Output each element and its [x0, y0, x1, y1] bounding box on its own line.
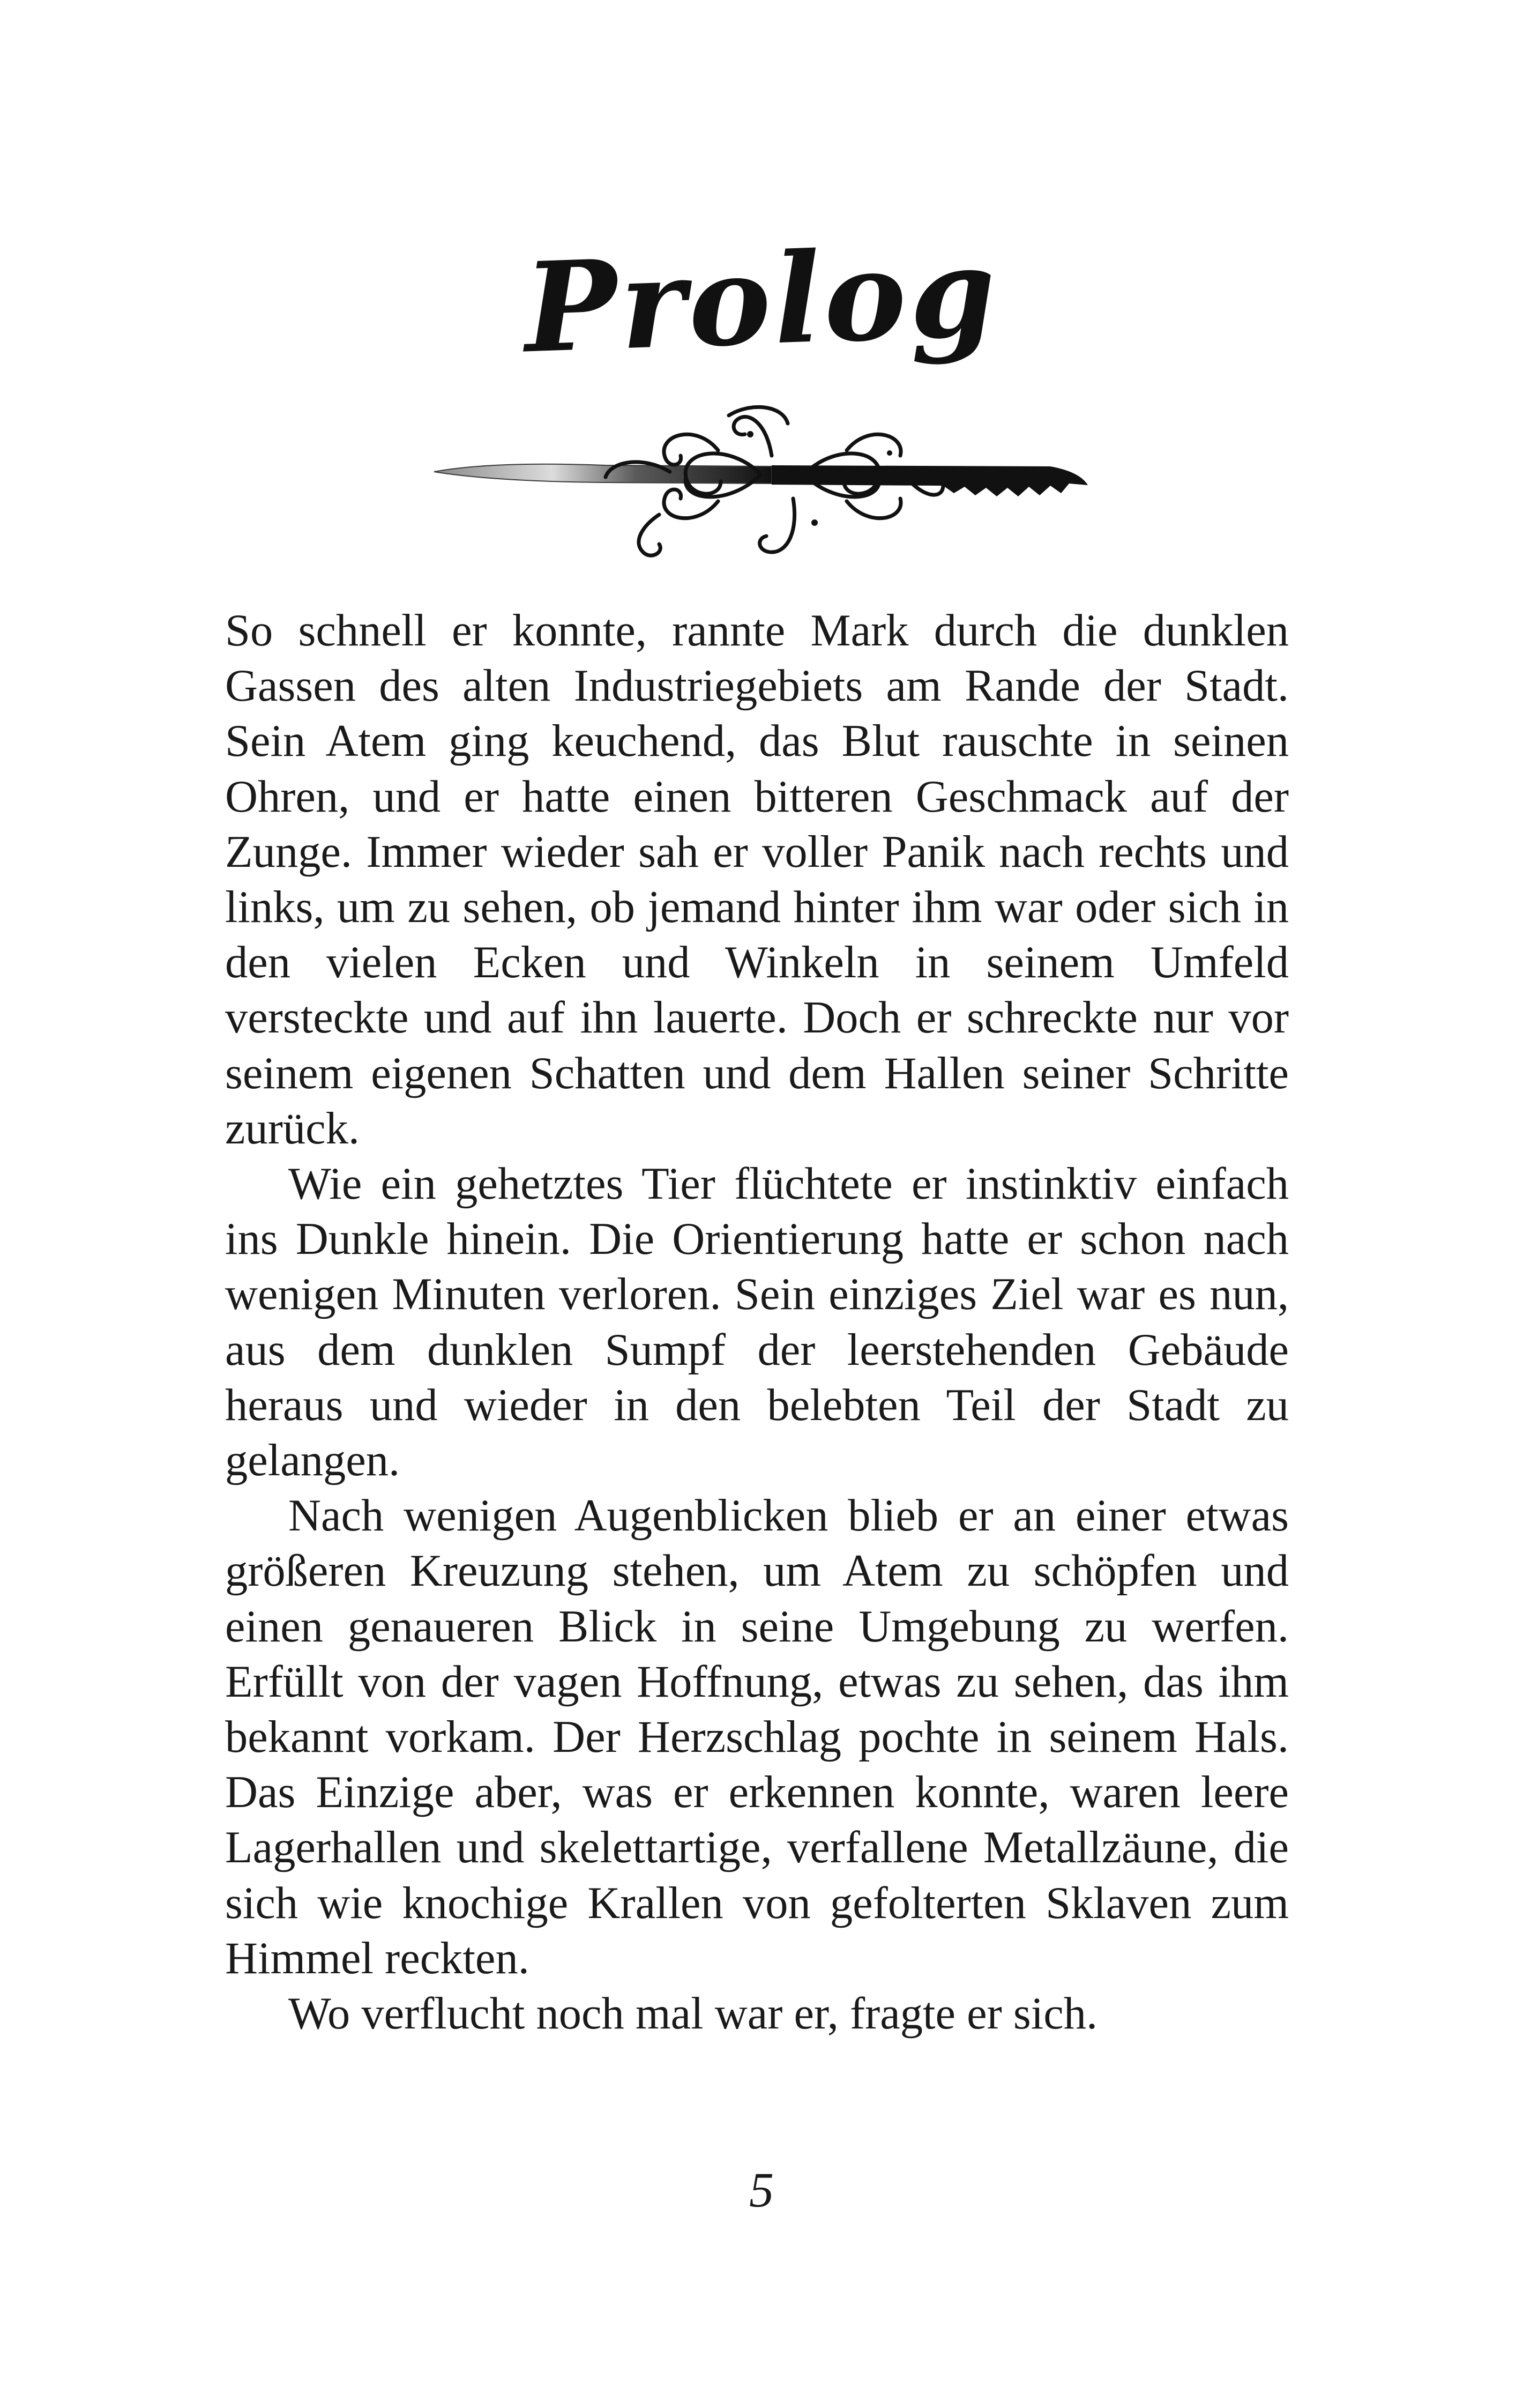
page-number: 5 — [749, 2162, 774, 2217]
prose-body — [225, 603, 1289, 2041]
paragraph: Wo verflucht noch mal war er, fragte er sich. — [288, 1989, 1098, 2039]
chapter-title: Prolog — [521, 219, 1002, 381]
dagger-ornament-icon — [429, 391, 1093, 568]
paragraph: So schnell er konnte, rannte Mark durch die dunklen Gassen des alten Industriegebiets am Rande der Stadt. Sein Atem ging keuchend, das Blut rauschte in seinen Ohren, und er hatte einen bitteren Geschmack auf der Zunge. Immer wieder sah er voller Panik nach rechts und links, um zu sehen, ob jemand hinter ihm war oder sich in den vielen Ecken und Winkeln in seinem Umfeld versteckte und auf ihn lauerte. Doch er schreckte nur vor seinem eigenen Schatten und dem Hallen seiner Schritte zurück. — [225, 606, 1289, 1154]
paragraph: Wie ein gehetztes Tier flüchtete er instinktiv einfach ins Dunkle hinein. Die Orientierung hatte er schon nach wenigen Minuten verloren. Sein einziges Ziel war es nun, aus dem dunklen Sumpf der leerstehenden Gebäude heraus und wieder in den belebten Teil der Stadt zu gelangen. — [225, 1159, 1289, 1486]
paragraph: Nach wenigen Augenblicken blieb er an einer etwas größeren Kreuzung stehen, um Atem zu schöpfen und einen genaueren Blick in seine Umgebung zu werfen. Erfüllt von der vagen Hoffnung, etwas zu sehen, das ihm bekannt vorkam. Der Herzschlag pochte in seinem Hals. Das Einzige aber, was er erkennen konnte, waren leere Lagerhallen und skelettartige, verfallene Metallzäune, die sich wie knochige Krallen von gefolterten Sklaven zum Himmel reckten. — [225, 1491, 1289, 1983]
